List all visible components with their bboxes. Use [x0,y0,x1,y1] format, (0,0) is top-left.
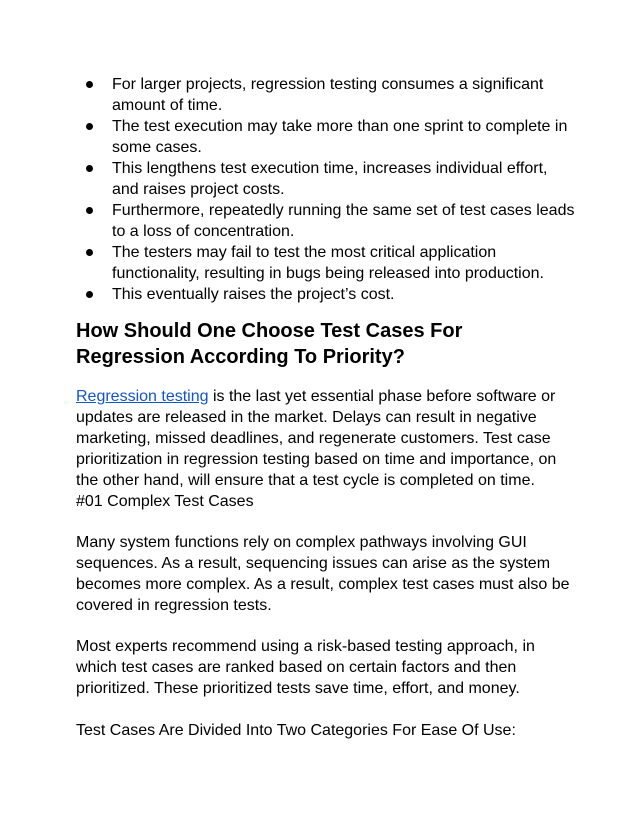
bullet-dot-icon [86,165,93,172]
bullet-item [76,200,576,242]
bullet-dot-icon [86,291,93,298]
bullet-dot-icon [86,81,93,88]
bullet-dot-icon [86,123,93,130]
bullet-text: The testers may fail to test the most critical application functionality, resulting in bugs being released into production. [112,244,544,282]
complex-pathways-paragraph: Many system functions rely on complex pathways involving GUI sequences. As a result, sequencing issues can arise as the system becomes more complex. As a result, complex test cases must also be covered in regression tests. [76,534,570,614]
bullet-item [76,116,576,158]
bullet-dot-icon [86,249,93,256]
categories-paragraph: Test Cases Are Divided Into Two Categories For Ease Of Use: [76,722,516,739]
bullet-text: For larger projects, regression testing consumes a significant amount of time. [112,76,544,114]
complex-test-cases-subhead: #01 Complex Test Cases [76,493,254,510]
bullet-text: Furthermore, repeatedly running the same set of test cases leads to a loss of concentration. [112,202,575,240]
bullet-item [76,158,576,200]
bullet-dot-icon [86,207,93,214]
intro-paragraph [76,386,576,512]
bullet-text: This lengthens test execution time, increases individual effort, and raises project costs. [112,160,548,198]
bullet-item [76,284,576,305]
bullet-list [76,74,576,305]
regression-testing-link[interactable]: Regression testing [76,388,209,405]
bullet-item [76,242,576,284]
section-heading: How Should One Choose Test Cases For Regression According To Priority? [76,320,463,368]
bullet-text: The test execution may take more than one sprint to complete in some cases. [112,118,568,156]
bullet-item [76,74,576,116]
risk-based-paragraph: Most experts recommend using a risk-based testing approach, in which test cases are ranked based on certain factors and then prioritized. These prioritized tests save time, effort, and money. [76,638,535,697]
bullet-text: This eventually raises the project’s cost. [112,286,395,303]
intro-text: is the last yet essential phase before software or updates are released in the market. Delays can result in negative marketing, missed deadlines, and regenerate customers. Test case prioritization in regression testing based on time and importance, on the other hand, will ensure that a test cycle is completed on time. [76,388,557,489]
